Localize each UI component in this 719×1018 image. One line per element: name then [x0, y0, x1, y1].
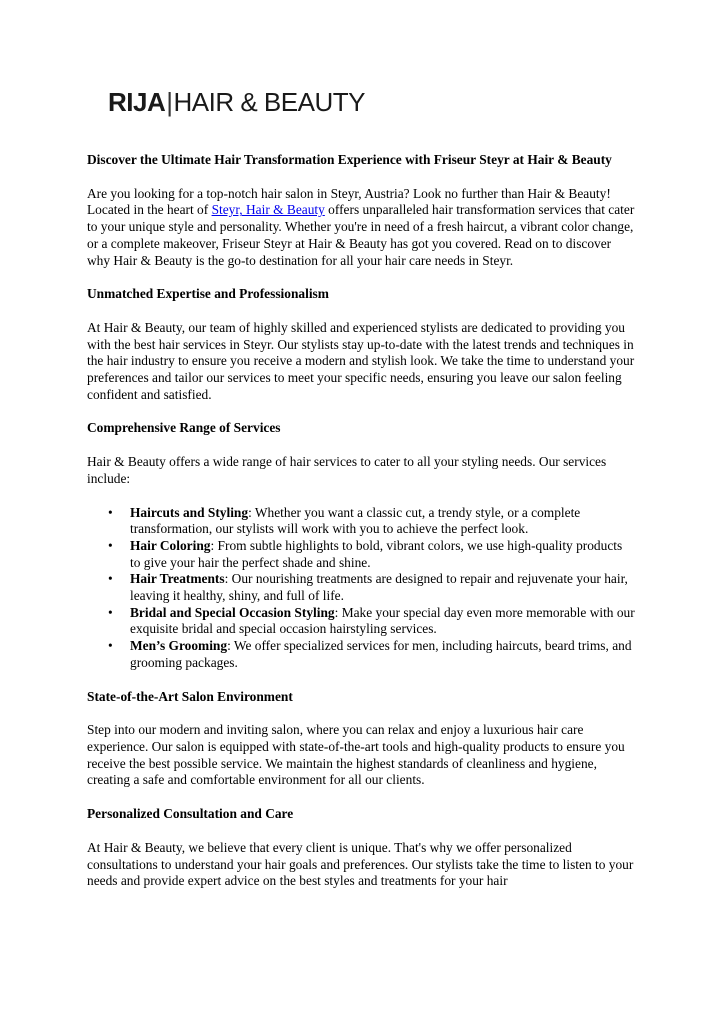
list-item [87, 538, 635, 571]
logo-brand: RIJA [108, 87, 166, 117]
heading-consultation: Personalized Consultation and Care [87, 806, 294, 822]
service-description: : Make your special day even more memorable with our exquisite bridal and special occasion hairstyling services. [130, 604, 635, 637]
list-item [87, 605, 635, 638]
services-list [87, 505, 635, 672]
service-term: Men’s Grooming [130, 638, 228, 654]
service-term: Bridal and Special Occasion Styling [130, 604, 335, 620]
rija-hair-beauty-logo [108, 84, 365, 120]
service-term: Hair Treatments [130, 571, 225, 587]
list-item [87, 505, 635, 538]
heading-services: Comprehensive Range of Services [87, 420, 281, 436]
service-description: : We offer specialized services for men, including haircuts, beard trims, and grooming packages. [130, 638, 632, 670]
list-item [87, 638, 635, 671]
logo-name: HAIR & BEAUTY [173, 87, 365, 117]
intro-text-before-link: Are you looking for a top-notch hair salon in Steyr, Austria? Look no further than Hair & Beauty! Located in the heart of [87, 185, 611, 218]
heading-environment: State-of-the-Art Salon Environment [87, 688, 293, 704]
list-item [87, 571, 635, 604]
paragraph-expertise: At Hair & Beauty, our team of highly skilled and experienced stylists are dedicated to providing you with the best hair services in Steyr. Our stylists stay up-to-date with the latest trends and techniques in the hair industry to ensure you receive a modern and stylish look. We take the time to understand your preferences and tailor our services to meet your specific needs, ensuring you leave our salon feeling confident and satisfied. [87, 319, 635, 402]
logo-separator: | [166, 87, 173, 117]
service-term: Haircuts and Styling [130, 504, 249, 520]
steyr-hair-beauty-link[interactable]: Steyr, Hair & Beauty [211, 202, 325, 218]
paragraph-services: Hair & Beauty offers a wide range of hair services to cater to all your styling needs. Our services include: [87, 454, 607, 486]
paragraph-consultation: At Hair & Beauty, we believe that every client is unique. That's why we offer personalized consultations to understand your hair goals and preferences. Our stylists take the time to listen to your needs and provide expert advice on the best styles and treatments for your hair [87, 839, 634, 889]
paragraph-environment: Step into our modern and inviting salon, where you can relax and enjoy a luxurious hair care experience. Our salon is equipped with state-of-the-art tools and high-quality products to ensure you receive the best possible service. We maintain the highest standards of cleanliness and hygiene, creating a safe and comfortable environment for all our clients. [87, 722, 625, 788]
service-description: : Our nourishing treatments are designed to repair and rejuvenate your hair, leaving it healthy, shiny, and full of life. [130, 571, 628, 604]
intro-paragraph [87, 186, 635, 270]
article-content [87, 152, 635, 890]
service-description: : Whether you want a classic cut, a trendy style, or a complete transformation, our stylists will work with you to achieve the perfect look. [130, 504, 581, 537]
intro-text-after-link: offers unparalleled hair transformation services that cater to your unique style and personality. Whether you're in need of a fresh haircut, a vibrant color change, or a complete makeover, Friseur Steyr at Hair & Beauty has got you covered. Read on to discover why Hair & Beauty is the go-to destination for all your hair care needs in Steyr. [87, 202, 635, 268]
service-description: : From subtle highlights to bold, vibrant colors, we use high-quality products to give your hair the perfect shade and shine. [130, 537, 623, 570]
article-title: Discover the Ultimate Hair Transformation Experience with Friseur Steyr at Hair & Beauty [87, 152, 612, 167]
service-term: Hair Coloring [130, 537, 211, 553]
heading-expertise: Unmatched Expertise and Professionalism [87, 286, 329, 302]
